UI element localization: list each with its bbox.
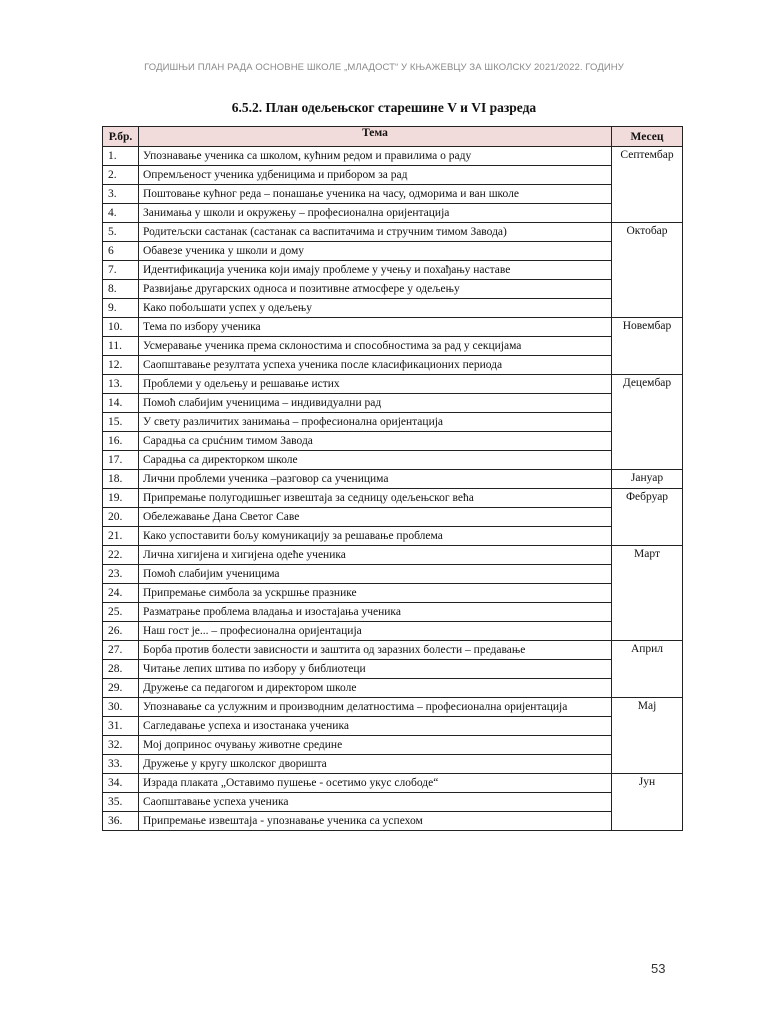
- row-number: 7.: [103, 261, 139, 280]
- month-cell: Јун: [612, 774, 683, 831]
- table-row: [103, 508, 683, 527]
- row-number: 4.: [103, 204, 139, 223]
- table-row: [103, 641, 683, 660]
- table-row: [103, 166, 683, 185]
- month-cell: Октобар: [612, 223, 683, 318]
- row-topic: Лична хигијена и хигијена одеће ученика: [139, 546, 612, 565]
- row-number: 24.: [103, 584, 139, 603]
- table-body: [103, 147, 683, 831]
- row-number: 29.: [103, 679, 139, 698]
- table-row: [103, 603, 683, 622]
- row-topic: Лични проблеми ученика –разговор са ученицима: [139, 470, 612, 489]
- table-row: [103, 204, 683, 223]
- row-number: 15.: [103, 413, 139, 432]
- table-row: [103, 774, 683, 793]
- table-row: [103, 584, 683, 603]
- row-topic: Саопштавање резултата успеха ученика после класификационих периода: [139, 356, 612, 375]
- row-number: 33.: [103, 755, 139, 774]
- row-topic: Мој допринос очувању животне средине: [139, 736, 612, 755]
- row-topic: Израда плаката „Оставимо пушење - осетимо укус слободе“: [139, 774, 612, 793]
- row-topic: Сагледавање успеха и изостанака ученика: [139, 717, 612, 736]
- row-number: 36.: [103, 812, 139, 831]
- row-topic: Припремање симбола за ускршње празнике: [139, 584, 612, 603]
- header-topic: Тема: [139, 127, 612, 147]
- row-topic: У свету различитих занимања – професионална оријентација: [139, 413, 612, 432]
- table-row: [103, 679, 683, 698]
- row-topic: Наш гост је... – професионална оријентација: [139, 622, 612, 641]
- row-number: 2.: [103, 166, 139, 185]
- table-row: [103, 318, 683, 337]
- row-number: 14.: [103, 394, 139, 413]
- table-row: [103, 185, 683, 204]
- table-row: [103, 660, 683, 679]
- table-row: [103, 299, 683, 318]
- table-row: [103, 793, 683, 812]
- row-topic: Разматрање проблема владања и изостајања ученика: [139, 603, 612, 622]
- table-row: [103, 812, 683, 831]
- row-topic: Читање лепих штива по избору у библиотеци: [139, 660, 612, 679]
- row-topic: Проблеми у одељењу и решавање истих: [139, 375, 612, 394]
- row-topic: Упознавање ученика са школом, кућним редом и правилима о раду: [139, 147, 612, 166]
- row-topic: Припремање извештаја - упознавање ученика са успехом: [139, 812, 612, 831]
- row-number: 27.: [103, 641, 139, 660]
- table-row: [103, 527, 683, 546]
- header-number: Р.бр.: [103, 127, 139, 147]
- table-row: [103, 489, 683, 508]
- row-number: 5.: [103, 223, 139, 242]
- row-number: 17.: [103, 451, 139, 470]
- table-row: [103, 261, 683, 280]
- row-number: 35.: [103, 793, 139, 812]
- header-month: Месец: [612, 127, 683, 147]
- row-number: 1.: [103, 147, 139, 166]
- row-number: 21.: [103, 527, 139, 546]
- row-number: 3.: [103, 185, 139, 204]
- table-row: [103, 717, 683, 736]
- table-row: [103, 375, 683, 394]
- row-topic: Како побољшати успех у одељењу: [139, 299, 612, 318]
- table-row: [103, 280, 683, 299]
- table-row: [103, 356, 683, 375]
- table-row: [103, 698, 683, 717]
- page-number: 53: [651, 961, 666, 976]
- row-number: 26.: [103, 622, 139, 641]
- table-row: [103, 337, 683, 356]
- row-topic: Сарадња са директорком школе: [139, 451, 612, 470]
- row-number: 10.: [103, 318, 139, 337]
- table-row: [103, 394, 683, 413]
- row-topic: Борба против болести зависности и заштита од заразних болести – предавање: [139, 641, 612, 660]
- table-row: [103, 470, 683, 489]
- row-topic: Идентификација ученика који имају проблеме у учењу и похађању наставе: [139, 261, 612, 280]
- row-number: 8.: [103, 280, 139, 299]
- table-row: [103, 223, 683, 242]
- row-number: 30.: [103, 698, 139, 717]
- row-topic: Помоћ слабијим ученицима: [139, 565, 612, 584]
- row-topic: Припремање полугодишњег извештаја за седницу одељењског већа: [139, 489, 612, 508]
- section-title: 6.5.2. План одељењског старешине V и VI разреда: [231, 100, 537, 115]
- row-topic: Помоћ слабијим ученицима – индивидуални рад: [139, 394, 612, 413]
- row-topic: Обележавање Дана Светог Саве: [139, 508, 612, 527]
- table-row: [103, 546, 683, 565]
- month-cell: Јануар: [612, 470, 683, 489]
- row-number: 22.: [103, 546, 139, 565]
- table-row: [103, 736, 683, 755]
- month-cell: Мај: [612, 698, 683, 774]
- row-topic: Усмеравање ученика према склоностима и способностима за рад у секцијама: [139, 337, 612, 356]
- month-cell: Децембар: [612, 375, 683, 470]
- row-number: 19.: [103, 489, 139, 508]
- month-cell: Март: [612, 546, 683, 641]
- row-topic: Упознавање са услужним и производним делатностима – професионална оријентација: [139, 698, 612, 717]
- row-topic: Занимања у школи и окружењу – професионална оријентација: [139, 204, 612, 223]
- table-row: [103, 242, 683, 261]
- table-row: [103, 413, 683, 432]
- row-topic: Тема по избору ученика: [139, 318, 612, 337]
- row-topic: Опремљеност ученика удбеницима и прибором за рад: [139, 166, 612, 185]
- row-topic: Дружење са педагогом и директором школе: [139, 679, 612, 698]
- row-number: 11.: [103, 337, 139, 356]
- month-cell: Април: [612, 641, 683, 698]
- class-teacher-plan-table: [102, 126, 683, 831]
- table-row: [103, 147, 683, 166]
- row-topic: Сарадња са срućним тимом Завода: [139, 432, 612, 451]
- row-number: 13.: [103, 375, 139, 394]
- month-cell: Септембар: [612, 147, 683, 223]
- row-number: 16.: [103, 432, 139, 451]
- row-number: 23.: [103, 565, 139, 584]
- month-cell: Фебруар: [612, 489, 683, 546]
- row-number: 9.: [103, 299, 139, 318]
- month-cell: Новембар: [612, 318, 683, 375]
- row-number: 28.: [103, 660, 139, 679]
- table-row: [103, 451, 683, 470]
- row-topic: Поштовање кућног реда – понашање ученика на часу, одморима и ван школе: [139, 185, 612, 204]
- row-number: 18.: [103, 470, 139, 489]
- running-header: ГОДИШЊИ ПЛАН РАДА ОСНОВНЕ ШКОЛЕ „МЛАДОСТ“ У КЊАЖЕВЦУ ЗА ШКОЛСКУ 2021/2022. ГОДИНУ: [144, 62, 624, 73]
- row-topic: Обавезе ученика у школи и дому: [139, 242, 612, 261]
- row-number: 31.: [103, 717, 139, 736]
- row-topic: Родитељски састанак (састанак са васпитачима и стручним тимом Завода): [139, 223, 612, 242]
- row-topic: Развијање другарских односа и позитивне атмосфере у одељењу: [139, 280, 612, 299]
- row-number: 34.: [103, 774, 139, 793]
- row-number: 6: [103, 242, 139, 261]
- row-topic: Дружење у кругу школског дворишта: [139, 755, 612, 774]
- row-number: 25.: [103, 603, 139, 622]
- row-number: 12.: [103, 356, 139, 375]
- table-row: [103, 565, 683, 584]
- row-topic: Саопштавање успеха ученика: [139, 793, 612, 812]
- table-header-row: [103, 127, 683, 147]
- table-row: [103, 755, 683, 774]
- table-row: [103, 432, 683, 451]
- table-row: [103, 622, 683, 641]
- row-number: 32.: [103, 736, 139, 755]
- row-topic: Како успоставити бољу комуникацију за решавање проблема: [139, 527, 612, 546]
- row-number: 20.: [103, 508, 139, 527]
